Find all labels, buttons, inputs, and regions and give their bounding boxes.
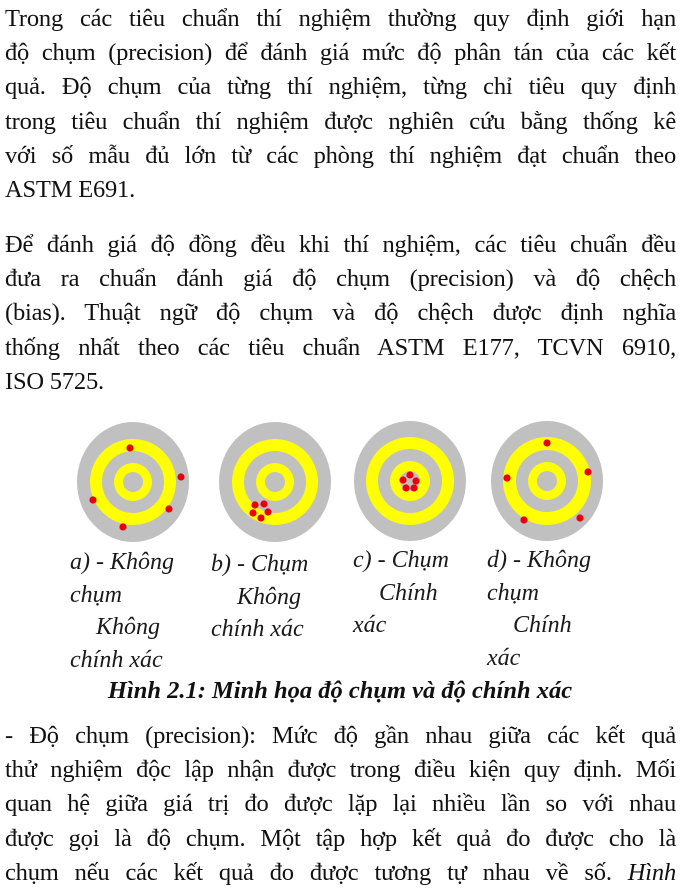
text-line [5, 856, 676, 890]
text-line: (bias). Thuật ngữ độ chụm và độ chệch được định nghĩa [5, 299, 676, 327]
text-line: trong tiêu chuẩn thí nghiệm được nghiên cứu bằng thống kê [5, 107, 676, 135]
figure-precision-accuracy [0, 412, 680, 672]
paragraph-precision-definition [5, 719, 676, 890]
target-d-icon [490, 418, 604, 544]
caption-b [211, 548, 308, 646]
text-line: - Độ chụm (precision): Mức độ gần nhau giữa các kết quả [5, 722, 676, 749]
caption-line: chính xác [211, 616, 304, 642]
text-line: độ chụm (precision) để đánh giá mức độ phân tán của các kết [5, 39, 676, 67]
caption-line: a) - Không [70, 549, 174, 575]
caption-line: Không [237, 583, 302, 610]
text-line: quan hệ giữa giá trị đo được lặp lại nhiều lần so với nhau [5, 790, 676, 818]
caption-line: chụm [70, 581, 122, 608]
caption-line: b) - Chụm [211, 551, 309, 577]
caption-line: xác [353, 612, 387, 638]
text-line: thống nhất theo các tiêu chuẩn ASTM E177, TCVN 6910, [5, 333, 676, 361]
text-line: Để đánh giá độ đồng đều khi thí nghiệm, các tiêu chuẩn đều [5, 231, 676, 258]
caption-line: Chính [379, 579, 438, 606]
caption-line: Chính [513, 612, 572, 638]
caption-line: chụm [487, 579, 539, 606]
target-c-icon [353, 418, 467, 544]
text-line: ASTM E691. [5, 176, 136, 204]
caption-line: Không [96, 614, 161, 640]
caption-line: c) - Chụm [353, 547, 449, 573]
caption-d [487, 544, 591, 674]
target-b-icon [218, 419, 332, 545]
caption-line: chính xác [70, 646, 163, 673]
caption-a [70, 546, 174, 676]
text-line: được gọi là độ chụm. Một tập hợp kết quả đo được cho là [5, 824, 676, 852]
caption-c [353, 544, 449, 642]
text-line: với số mẫu đủ lớn từ các phòng thí nghiệm đạt chuẩn theo [5, 141, 676, 169]
paragraph-precision-bias [5, 228, 676, 399]
figure-title: Hình 2.1: Minh họa độ chụm và độ chính xác [107, 677, 573, 704]
text-line: thử nghiệm độc lập nhận được trong điều kiện quy định. Mối [5, 756, 676, 784]
target-a-icon [76, 419, 190, 545]
caption-line: d) - Không [487, 547, 591, 573]
paragraph-precision-limits [5, 2, 676, 207]
text-line: Trong các tiêu chuẩn thí nghiệm thường quy định giới hạn [5, 5, 676, 32]
text-line: quả. Độ chụm của từng thí nghiệm, từng chỉ tiêu quy định [5, 73, 676, 101]
caption-line: xác [487, 644, 521, 671]
text-line: đưa ra chuẩn đánh giá độ chụm (precision) và độ chệch [5, 265, 676, 293]
figure-reference: Hình [627, 858, 676, 886]
text-segment: chụm nếu các kết quả đo được tương tự nhau về số. [5, 858, 612, 886]
text-line: ISO 5725. [5, 367, 104, 395]
